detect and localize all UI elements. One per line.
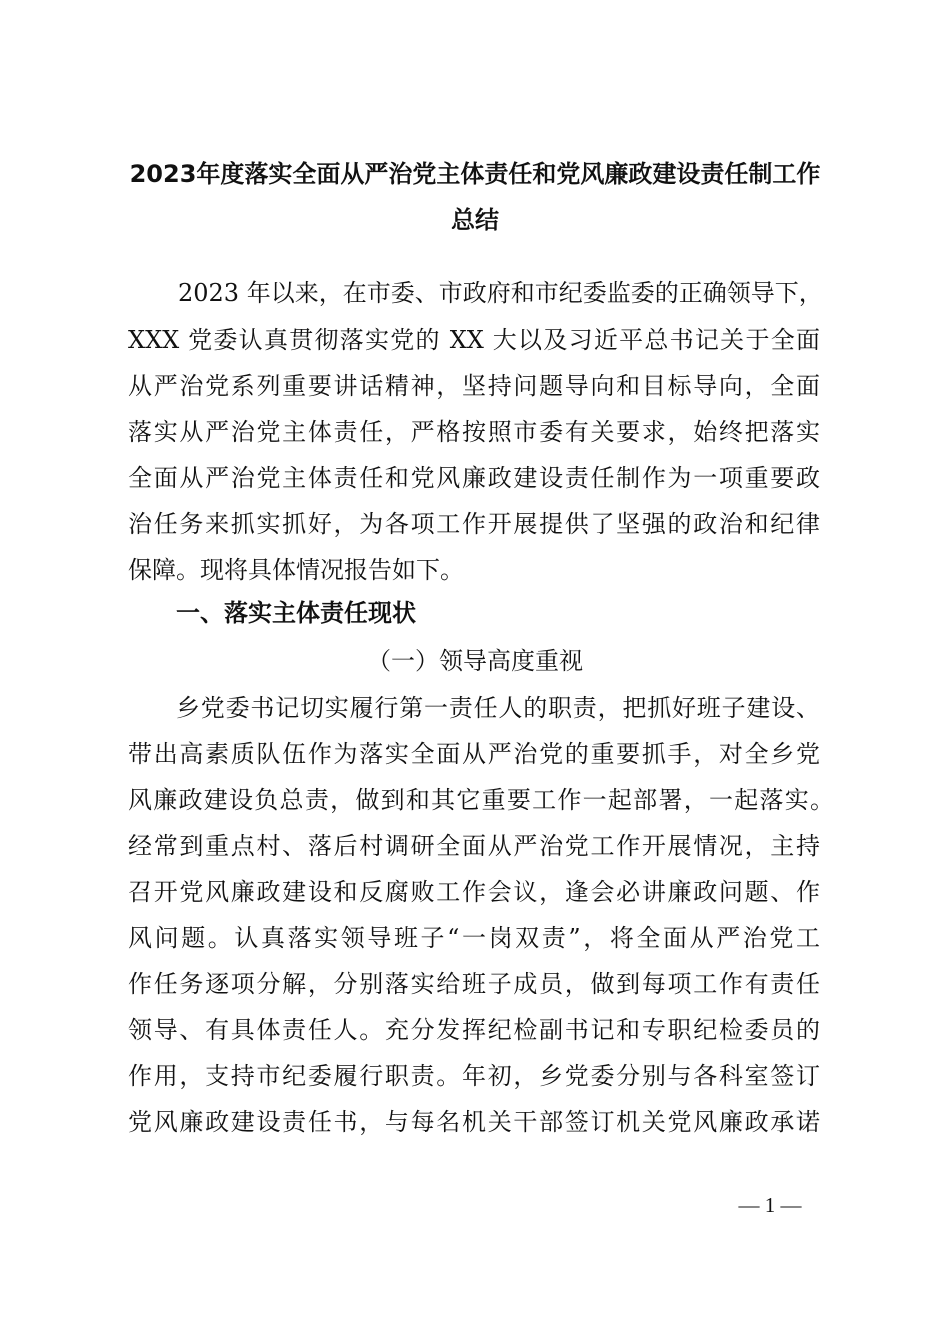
section-heading: 一、落实主体责任现状 bbox=[176, 599, 416, 627]
body-line-2: 带出高素质队伍作为落实全面从严治党的重要抓手，对全乡党 bbox=[128, 740, 820, 768]
intro-line-6: 治任务来抓实抓好，为各项工作开展提供了坚强的政治和纪律 bbox=[128, 510, 820, 538]
body-line-10: 党风廉政建设责任书，与每名机关干部签订机关党风廉政承诺 bbox=[128, 1108, 820, 1136]
body-line-4: 经常到重点村、落后村调研全面从严治党工作开展情况，主持 bbox=[128, 832, 820, 860]
body-line-5: 召开党风廉政建设和反腐败工作会议，逢会必讲廉政问题、作 bbox=[128, 878, 820, 906]
document-title-line-2: 总结 bbox=[451, 206, 499, 234]
page-number: — 1 — bbox=[738, 1193, 802, 1217]
intro-line-1: 2023 年以来，在市委、市政府和市纪委监委的正确领导下， bbox=[178, 279, 823, 307]
body-line-7: 作任务逐项分解，分别落实给班子成员，做到每项工作有责任 bbox=[128, 970, 820, 998]
body-line-8: 领导、有具体责任人。充分发挥纪检副书记和专职纪检委员的 bbox=[128, 1016, 820, 1044]
intro-line-4: 落实从严治党主体责任，严格按照市委有关要求，始终把落实 bbox=[128, 418, 820, 446]
body-line-1: 乡党委书记切实履行第一责任人的职责，把抓好班子建设、 bbox=[176, 694, 820, 722]
intro-line-3: 从严治党系列重要讲话精神，坚持问题导向和目标导向，全面 bbox=[128, 372, 820, 400]
intro-line-2: XXX 党委认真贯彻落实党的 XX 大以及习近平总书记关于全面 bbox=[128, 326, 820, 354]
intro-line-7: 保障。现将具体情况报告如下。 bbox=[128, 556, 464, 584]
subsection-heading: （一）领导高度重视 bbox=[367, 647, 583, 675]
body-line-6: 风问题。认真落实领导班子“一岗双责”，将全面从严治党工 bbox=[128, 924, 820, 952]
body-line-9: 作用，支持市纪委履行职责。年初，乡党委分别与各科室签订 bbox=[128, 1062, 820, 1090]
intro-line-5: 全面从严治党主体责任和党风廉政建设责任制作为一项重要政 bbox=[128, 464, 820, 492]
document-title-line-1: 2023年度落实全面从严治党主体责任和党风廉政建设责任制工作 bbox=[129, 160, 821, 188]
body-line-3: 风廉政建设负总责，做到和其它重要工作一起部署，一起落实。 bbox=[128, 786, 834, 814]
